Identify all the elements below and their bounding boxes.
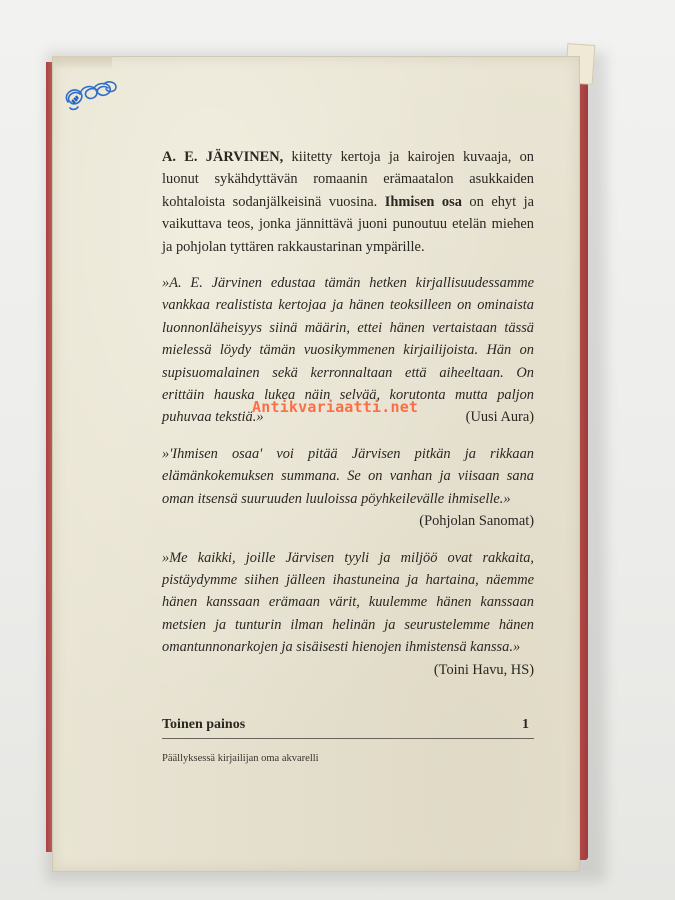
worn-edge bbox=[52, 56, 112, 70]
review-source: (Uusi Aura) bbox=[465, 409, 534, 426]
review-source: (Toini Havu, HS) bbox=[433, 661, 534, 678]
review-quote: »A. E. Järvinen edustaa tämän hetken kirjallisuudessamme vankkaa realistista kertojaa ja hänen teoksilleen on ominaista luonnonläheisyys siinä määrin, ettei hänen vertaistaan tässä mielessä löydy tämän vuosikymmenen kirjailijoista. Hän on supisuomalainen sekä kerronnaltaan että aiheeltaan. On erittäin hauska lukea näin selvää, korutonta mutta paljon puhuvaa tekstiä.» (Uusi Aura) bbox=[162, 272, 534, 429]
intro-paragraph: A. E. JÄRVINEN, kiitetty kertoja ja kairojen kuvaaja, on luonut sykähdyttävän romaanin erämaatalon asukkaiden kohtaloista sodanjälkeisinä vuosina. Ihmisen osa on ehyt ja vaikuttava teos, jonka jännittävä juoni punoutuu etelän miehen ja pohjolan tyttären rakkaustarinan ympärille. bbox=[162, 149, 534, 255]
review-quote: »Me kaikki, joille Järvisen tyyli ja miljöö ovat rakkaita, pistäydymme siihen jälleen ihastuneina ja hartaina, näemme hänen kanssaan erämaan värit, kuulemme hänen kanssaan metsien ja tunturin ilman helinän ja seurustelemme hänen omantunnonarkojen ja sisäisesti hienojen ihmistensä kanssa.» (Toini Havu, HS) bbox=[162, 547, 534, 681]
blue-scribble-icon bbox=[60, 72, 124, 118]
watermark: Antikvariaatti.net bbox=[252, 398, 419, 416]
edition-label: Toinen painos bbox=[162, 717, 246, 732]
edition-number: 1 bbox=[522, 717, 529, 732]
cover-note: Päällyksessä kirjailijan oma akvarelli bbox=[162, 753, 319, 764]
author-name: A. E. JÄRVINEN, bbox=[162, 149, 284, 165]
review-quote: »'Ihmisen osaa' voi pitää Järvisen pitkän ja rikkaan elämänkokemuksen summana. Se on vanhan ja viisaan sana oman itsensä suuruuden luuloissa pöyhkeilevälle ihmiselle.» (Pohjolan Sanomat) bbox=[162, 443, 534, 533]
footer-divider bbox=[162, 738, 534, 739]
book-title: Ihmisen osa bbox=[384, 193, 462, 210]
review-source: (Pohjolan Sanomat) bbox=[419, 513, 534, 530]
